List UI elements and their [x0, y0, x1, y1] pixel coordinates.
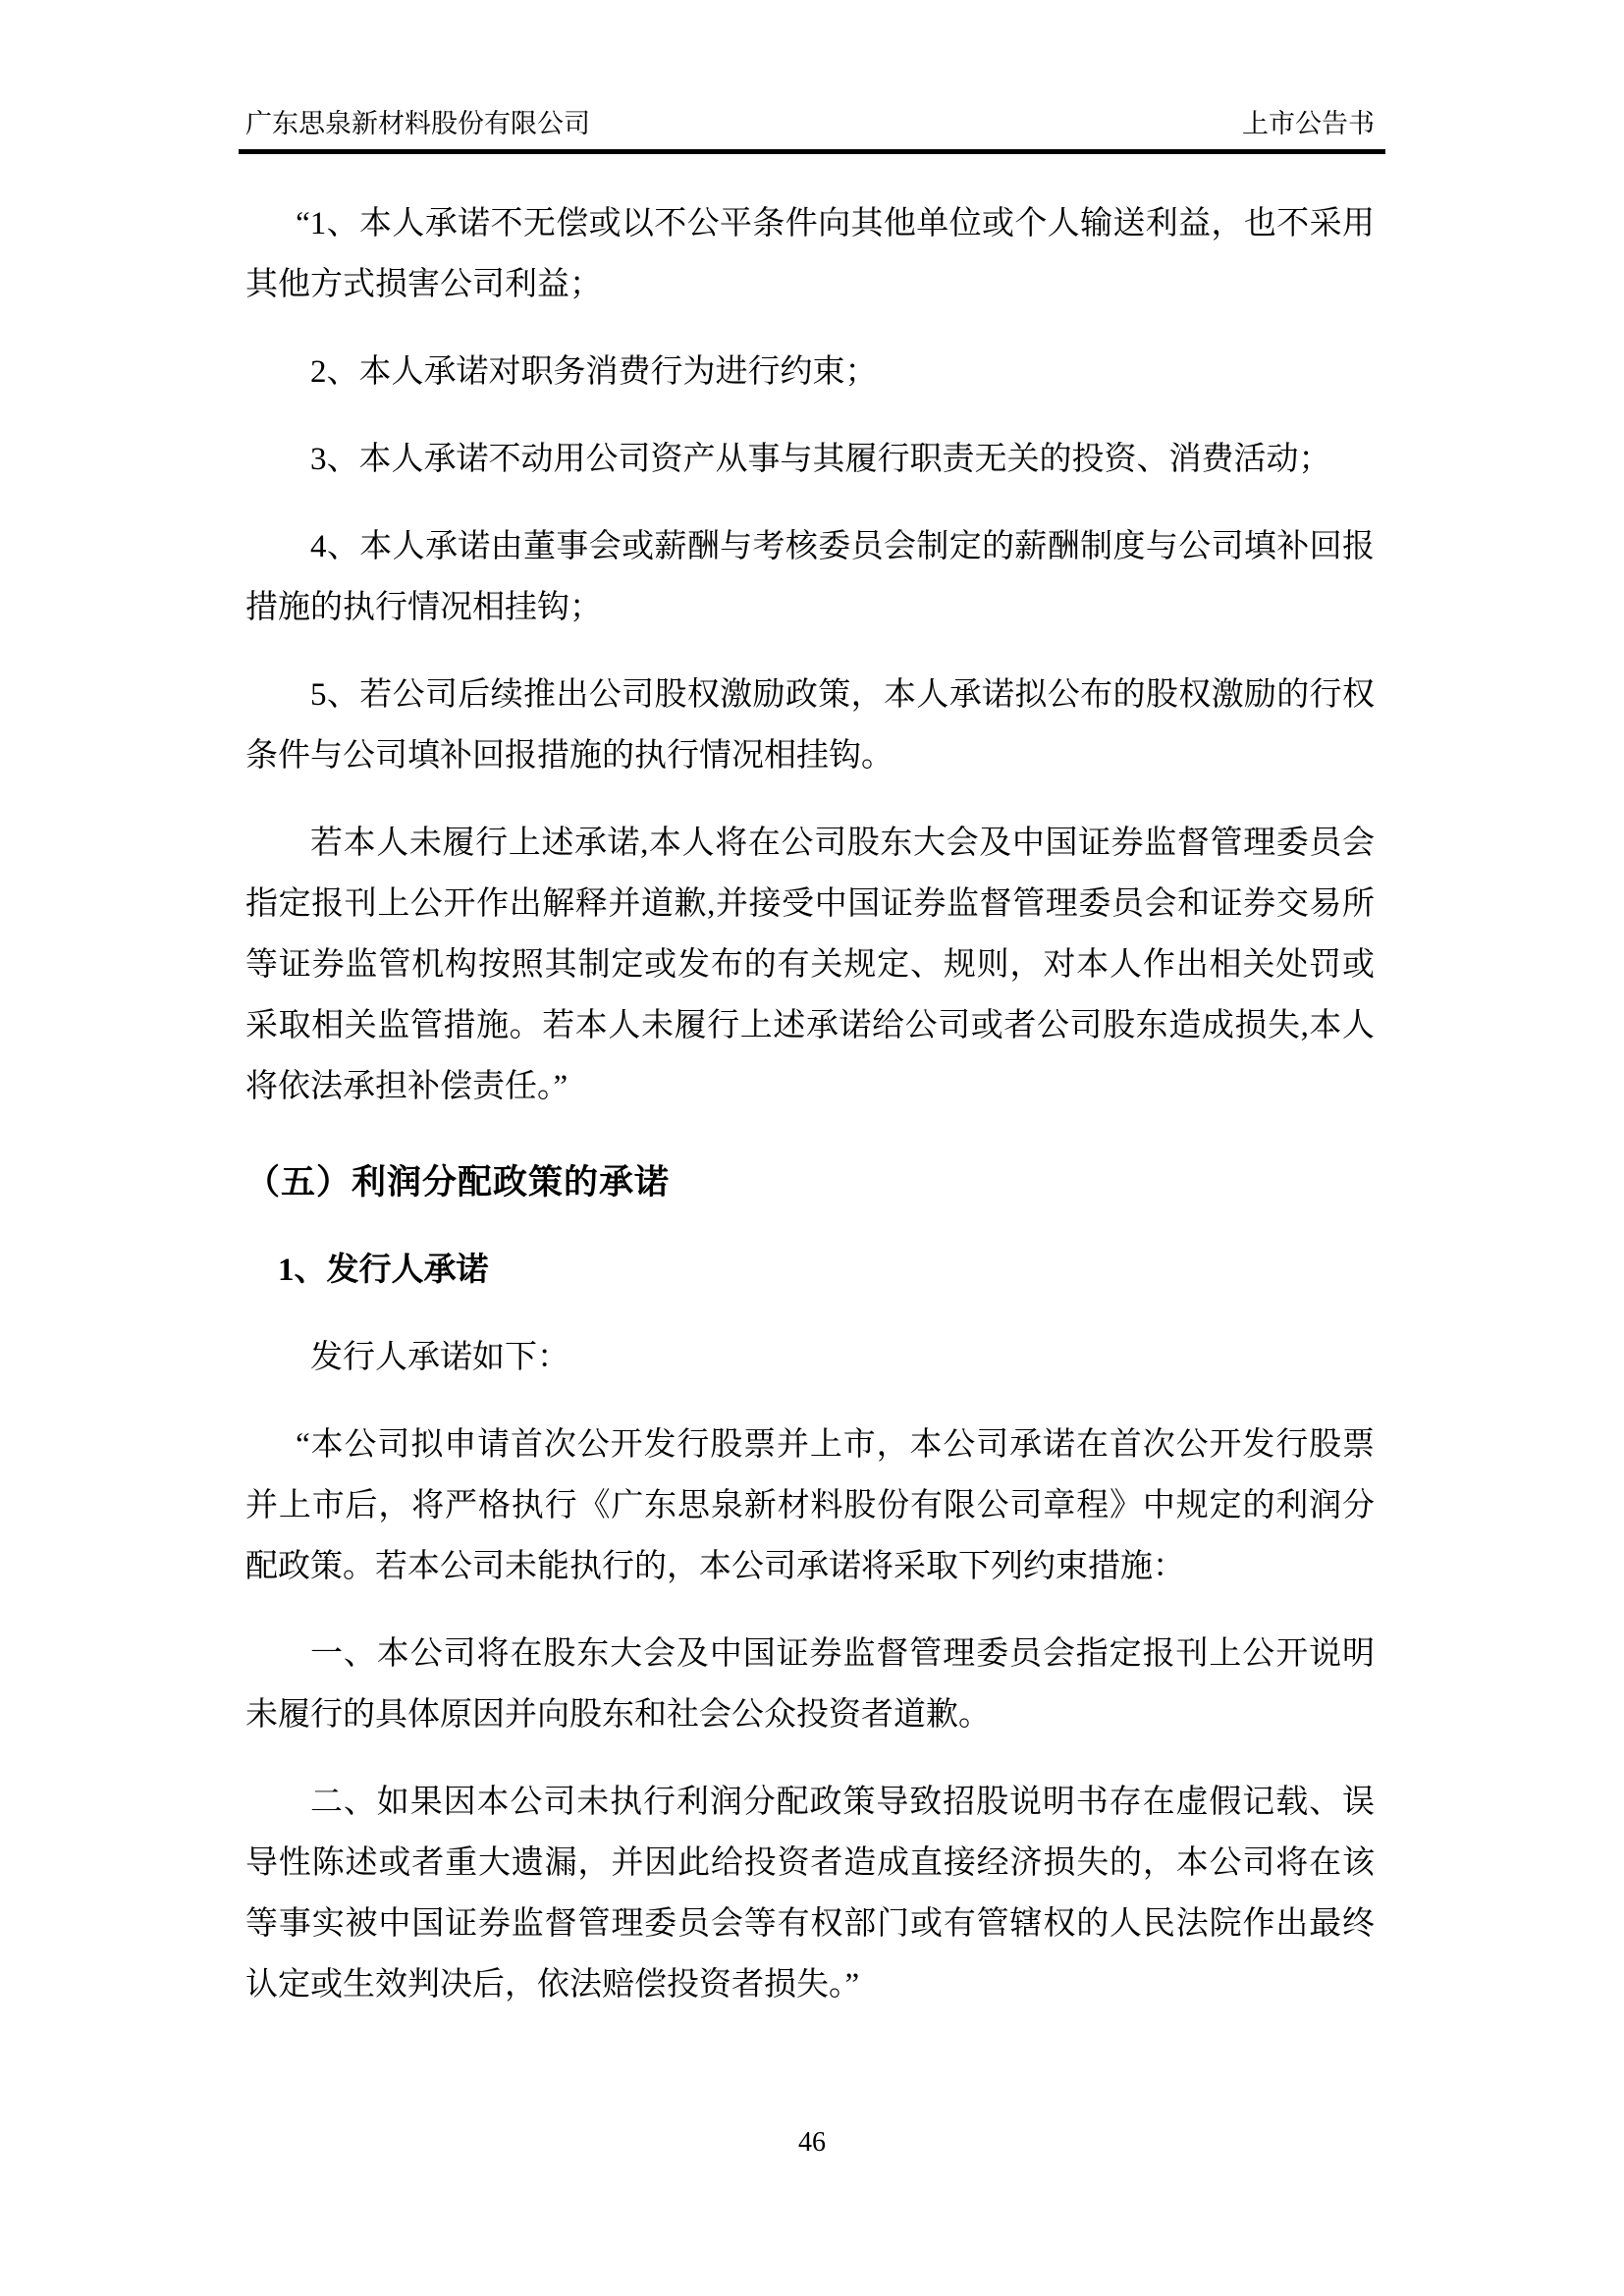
- header-divider: [239, 149, 1385, 154]
- body-paragraph-commitment-1: “1、本人承诺不无偿或以不公平条件向其他单位或个人输送利益，也不采用其他方式损害公司利益；: [245, 206, 1375, 302]
- body-paragraph-issuer-intro: 发行人承诺如下：: [310, 1340, 569, 1375]
- header-doc-title: 上市公告书: [1242, 109, 1375, 138]
- page-header: [245, 106, 1375, 141]
- body-paragraph-measure-2: 二、如果因本公司未执行利润分配政策导致招股说明书存在虚假记载、误导性陈述或者重大遗漏，并因此给投资者造成直接经济损失的，本公司将在该等事实被中国证券监督管理委员会等有权部门或有管辖权的人民法院作出最终认定或生效判决后，依法赔偿投资者损失。”: [245, 1785, 1375, 2002]
- sub-heading-issuer-commitment: 1、发行人承诺: [278, 1253, 489, 1288]
- body-paragraph-commitment-5: 5、若公司后续推出公司股权激励政策，本人承诺拟公布的股权激励的行权条件与公司填补回报措施的执行情况相挂钩。: [245, 677, 1375, 774]
- page-number: 46: [798, 2127, 826, 2158]
- page-footer: [0, 2125, 1624, 2161]
- document-body: [245, 193, 1375, 2042]
- body-paragraph-commitment-4: 4、本人承诺由董事会或薪酬与考核委员会制定的薪酬制度与公司填补回报措施的执行情况相挂钩；: [245, 529, 1375, 625]
- body-paragraph-issuer-policy: “本公司拟申请首次公开发行股票并上市，本公司承诺在首次公开发行股票并上市后，将严格执行《广东思泉新材料股份有限公司章程》中规定的利润分配政策。若本公司未能执行的，本公司承诺将采取下列约束措施：: [245, 1427, 1375, 1584]
- section-heading-profit-distribution: （五）利润分配政策的承诺: [245, 1163, 671, 1201]
- body-paragraph-measure-1: 一、本公司将在股东大会及中国证券监督管理委员会指定报刊上公开说明未履行的具体原因并向股东和社会公众投资者道歉。: [245, 1636, 1375, 1733]
- header-company-name: 广东思泉新材料股份有限公司: [245, 109, 590, 138]
- body-paragraph-commitment-2: 2、本人承诺对职务消费行为进行约束；: [310, 354, 878, 390]
- body-paragraph-commitment-3: 3、本人承诺不动用公司资产从事与其履行职责无关的投资、消费活动；: [310, 442, 1331, 477]
- body-paragraph-breach-consequence: 若本人未履行上述承诺,本人将在公司股东大会及中国证券监督管理委员会指定报刊上公开作出解释并道歉,并接受中国证券监督管理委员会和证券交易所等证券监管机构按照其制定或发布的有关规定、规则，对本人作出相关处罚或采取相关监管措施。若本人未履行上述承诺给公司或者公司股东造成损失,本人将依法承担补偿责任。”: [245, 826, 1375, 1104]
